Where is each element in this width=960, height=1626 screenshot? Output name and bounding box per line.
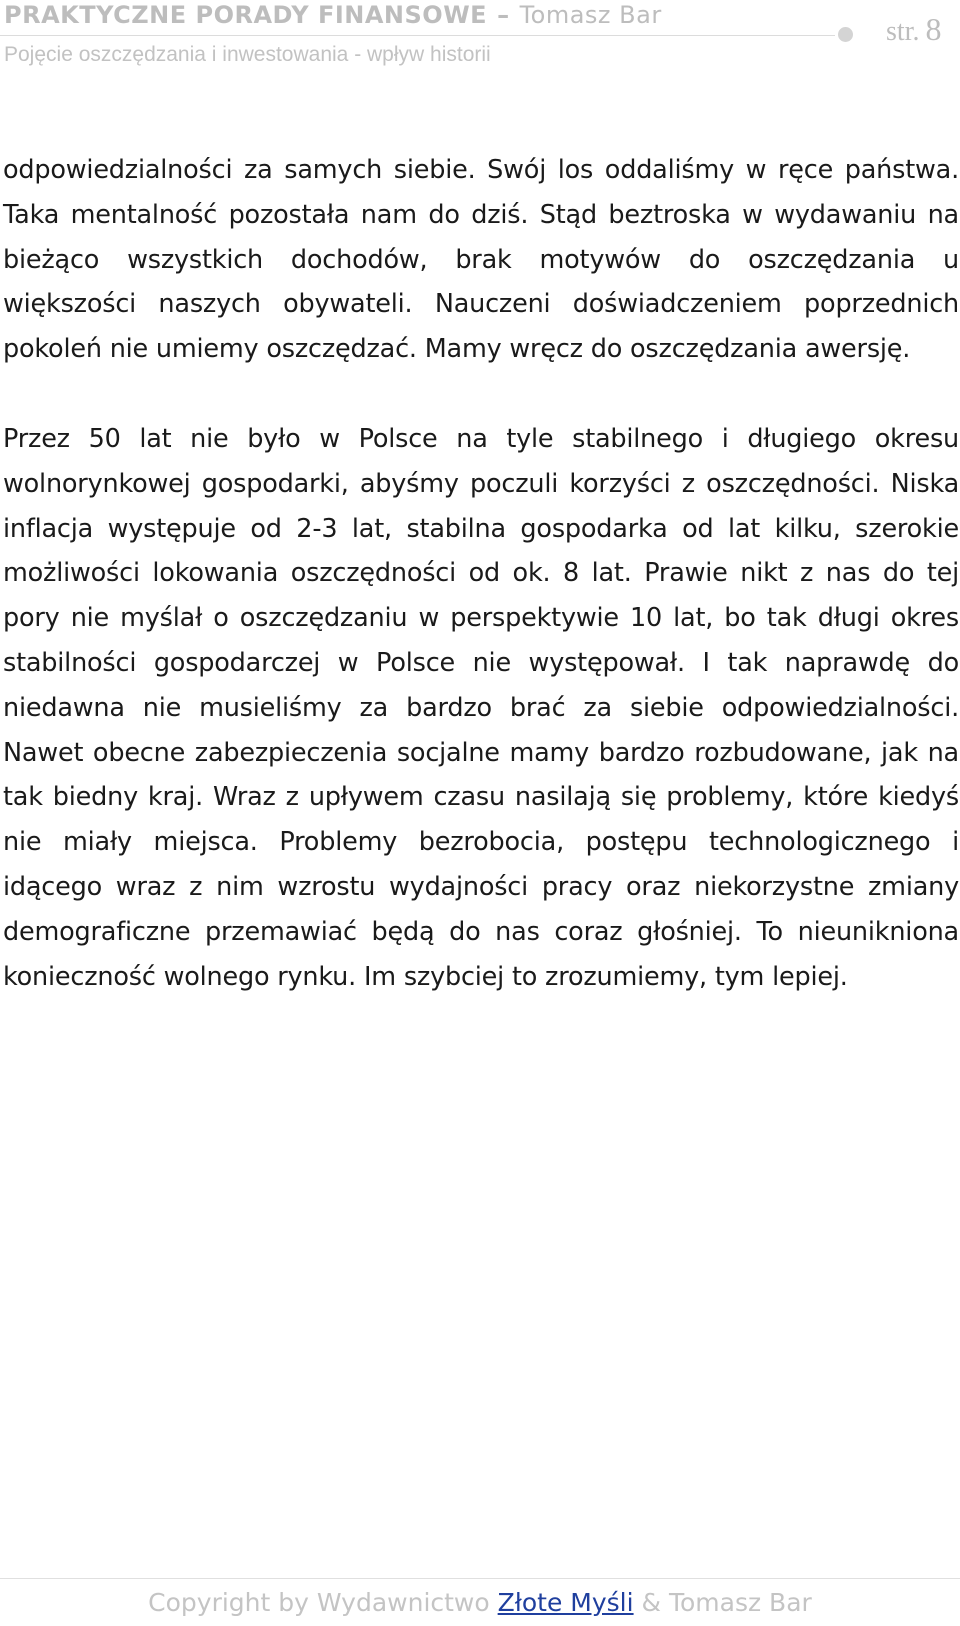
paragraph: Przez 50 lat nie było w Polsce na tyle stabilnego i długiego okresu wolnorynkowej gospodarki, abyśmy poczuli korzyści z oszczędności. Niska inflacja występuje od 2-3 lat, stabilna gospodarka od lat kilku, szerokie możliwości lokowania oszczędności od ok. 8 lat. Prawie nikt z nas do tej pory nie myślał o oszczędzaniu w perspektywie 10 lat, bo tak długi okres stabilności gospodarczej w Polsce nie występował. I tak naprawdę do niedawna nie musieliśmy za bardzo brać za siebie odpowiedzialności. Nawet obecne zabezpieczenia socjalne mamy bardzo rozbudowane, jak na tak biedny kraj. Wraz z upływem czasu nasilają się problemy, które kiedyś nie miały miejsca. Problemy bezrobocia, postępu technologicznego i idącego wraz z nim wzrostu wydajności pracy oraz niekorzystne zmiany demograficzne przemawiać będą do nas coraz głośniej. To nieunikniona konieczność wolnego rynku. Im szybciej to zrozumiemy, tym lepiej. <box>3 423 959 992</box>
page-number <box>886 12 941 49</box>
page-number-value: 8 <box>925 11 942 47</box>
copyright-author: & Tomasz Bar <box>641 1588 812 1617</box>
paragraph: odpowiedzialności za samych siebie. Swój los oddaliśmy w ręce państwa. Taka mentalność pozostała nam do dziś. Stąd beztroska w wydawaniu na bieżąco wszystkich dochodów, brak motywów do oszczędzania u większości naszych obywateli. Nauczeni doświadczeniem poprzednich pokoleń nie umiemy oszczędzać. Mamy wręcz do oszczędzania awersję. <box>3 155 959 365</box>
author-name: Tomasz Bar <box>519 1 662 29</box>
header-divider <box>0 35 835 36</box>
bullet-icon <box>838 27 853 42</box>
document-title <box>4 0 662 30</box>
title-separator: – <box>497 1 510 29</box>
page-footer <box>0 1586 960 1620</box>
copyright-text: Copyright by Wydawnictwo <box>148 1588 490 1617</box>
body-text <box>3 148 959 999</box>
page-label: str. <box>886 16 920 47</box>
book-title: PRAKTYCZNE PORADY FINANSOWE <box>4 1 488 29</box>
page-header <box>0 0 960 80</box>
footer-divider <box>0 1578 960 1579</box>
chapter-subtitle: Pojęcie oszczędzania i inwestowania - wpływ historii <box>4 43 491 66</box>
publisher-link[interactable]: Złote Myśli <box>497 1588 634 1617</box>
